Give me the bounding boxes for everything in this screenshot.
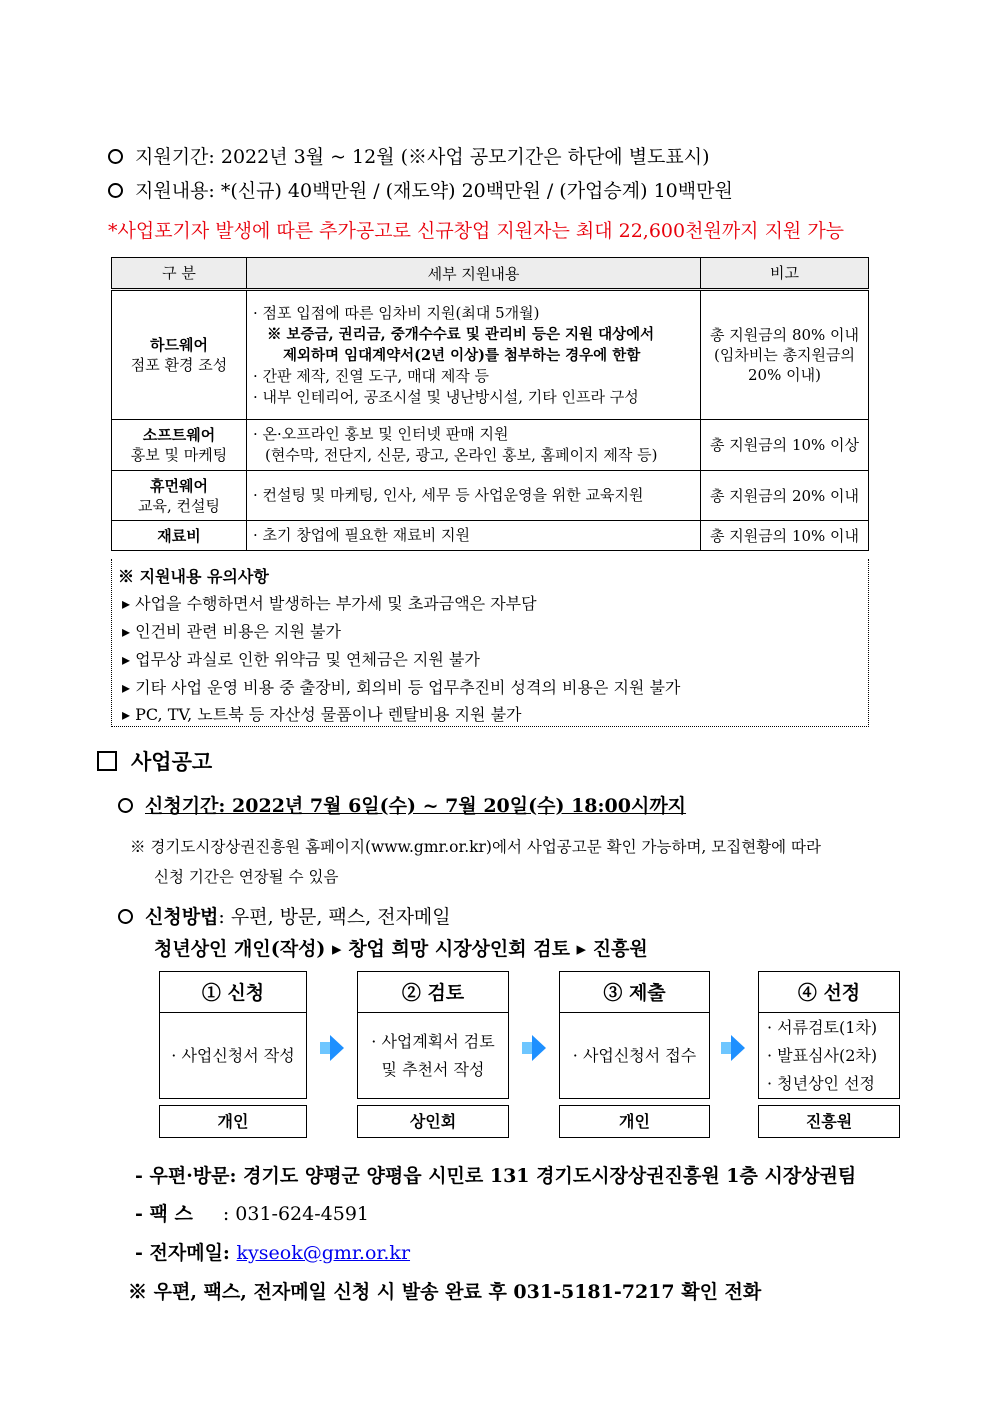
list-item: ▸ 기타 사업 운영 비용 중 출장비, 회의비 등 업무추진비 성격의 비용은 지원 불가 [122, 678, 681, 697]
table-header: 세부 지원내용 [247, 258, 701, 290]
period-note-line1: ※ 경기도시장상권진흥원 홈페이지(www.gmr.or.kr)에서 사업공고문 확인 가능하며, 모집현황에 따라 [130, 838, 822, 856]
section-title: 사업공고 [97, 746, 212, 776]
category-cell: 재료비 [112, 521, 247, 551]
post-visit-address: - 우편·방문: 경기도 양평군 양평읍 시민로 131 경기도시장상권진흥원 1층 시장상권팀 [135, 1165, 857, 1187]
step-title: ③ 제출 [560, 972, 709, 1013]
notice-title: ※ 지원내용 유의사항 [118, 567, 269, 586]
category-cell: 소프트웨어 홍보 및 마케팅 [112, 420, 247, 471]
detail-cell: · 초기 창업에 필요한 재료비 지원 [247, 521, 701, 551]
table-header: 비고 [701, 258, 869, 290]
period-note-line2: 신청 기간은 연장될 수 있음 [154, 868, 339, 886]
application-method: 신청방법: 우편, 방문, 팩스, 전자메일 [118, 902, 451, 929]
step-title: ② 검토 [358, 972, 508, 1013]
support-content: 지원내용: *(신규) 40백만원 / (재도약) 20백만원 / (가업승계) 10백만원 [108, 176, 733, 203]
table-header: 구 분 [112, 258, 247, 290]
detail-cell: · 온·오프라인 홍보 및 인터넷 판매 지원 (현수막, 전단지, 신문, 광고, 온라인 홍보, 홈페이지 제작 등) [247, 420, 701, 471]
confirm-call-note: ※ 우편, 팩스, 전자메일 신청 시 발송 완료 후 031-5181-7217 확인 전화 [128, 1281, 762, 1303]
step-body: · 서류검토(1차) · 발표심사(2차) · 청년상인 선정 [767, 1017, 878, 1093]
list-item: ▸ 사업을 수행하면서 발생하는 부가세 및 초과금액은 자부담 [122, 594, 537, 613]
step-title: ④ 선정 [759, 972, 899, 1013]
application-period: 신청기간: 2022년 7월 6일(수) ~ 7월 20일(수) 18:00시까지 [118, 791, 686, 818]
step-body: · 사업신청서 작성 [171, 1045, 295, 1065]
table-row [112, 521, 869, 551]
note-cell: 총 지원금의 80% 이내 (임차비는 총지원금의 20% 이내) [701, 290, 869, 420]
step-role: 진흥원 [758, 1105, 900, 1138]
checkbox-square-icon [97, 751, 117, 771]
category-cell: 휴먼웨어 교육, 컨설팅 [112, 471, 247, 521]
additional-notice: *사업포기자 발생에 따른 추가공고로 신규창업 지원자는 최대 22,600천원까지 지원 가능 [108, 220, 845, 242]
step-box-review [357, 971, 509, 1099]
notice-box [111, 559, 869, 727]
table-row [112, 290, 869, 420]
email-link[interactable]: kyseok@gmr.or.kr [236, 1242, 411, 1264]
fax-line: - 팩 스 : 031-624-4591 [135, 1203, 369, 1225]
detail-cell: · 점포 입점에 따른 임차비 지원(최대 5개월) ※ 보증금, 권리금, 중개수수료 및 관리비 등은 지원 대상에서 제외하며 임대계약서(2년 이상)를 첨부하는 경우에 한함 · 간판 제작, 진열 도구, 매대 제작 등 · 내부 인테리어, 공조시설 및 냉난방시설, 기타 인프라 구성 [247, 290, 701, 420]
circle-bullet-icon [118, 798, 133, 813]
arrow-right-icon [532, 1035, 546, 1061]
table-header-row [112, 258, 869, 290]
circle-bullet-icon [108, 183, 123, 198]
arrow-right-icon [330, 1035, 344, 1061]
list-item: ▸ 인건비 관련 비용은 지원 불가 [122, 622, 341, 641]
step-box-submit [559, 971, 710, 1099]
step-role: 상인회 [357, 1105, 509, 1138]
table-row [112, 420, 869, 471]
circle-bullet-icon [118, 909, 133, 924]
step-box-apply [159, 971, 307, 1099]
note-cell: 총 지원금의 10% 이내 [701, 521, 869, 551]
step-box-select [758, 971, 900, 1099]
note-cell: 총 지원금의 10% 이상 [701, 420, 869, 471]
list-item: ▸ 업무상 과실로 인한 위약금 및 연체금은 지원 불가 [122, 650, 480, 669]
application-flow: 청년상인 개인(작성) ▸ 창업 희망 시장상인회 검토 ▸ 진흥원 [154, 938, 648, 960]
step-body: · 사업신청서 접수 [572, 1045, 697, 1065]
category-cell: 하드웨어 점포 환경 조성 [112, 290, 247, 420]
table-row [112, 471, 869, 521]
circle-bullet-icon [108, 149, 123, 164]
arrow-right-icon [731, 1035, 745, 1061]
list-item: ▸ PC, TV, 노트북 등 자산성 물품이나 렌탈비용 지원 불가 [122, 705, 522, 724]
step-role: 개인 [559, 1105, 710, 1138]
support-table [111, 257, 869, 551]
email-line: - 전자메일: kyseok@gmr.or.kr [135, 1242, 411, 1264]
support-period: 지원기간: 2022년 3월 ~ 12월 (※사업 공모기간은 하단에 별도표시) [108, 142, 710, 169]
step-title: ① 신청 [160, 972, 306, 1013]
step-role: 개인 [159, 1105, 307, 1138]
step-body: · 사업계획서 검토 및 추천서 작성 [371, 1031, 495, 1079]
detail-cell: · 컨설팅 및 마케팅, 인사, 세무 등 사업운영을 위한 교육지원 [247, 471, 701, 521]
note-cell: 총 지원금의 20% 이내 [701, 471, 869, 521]
